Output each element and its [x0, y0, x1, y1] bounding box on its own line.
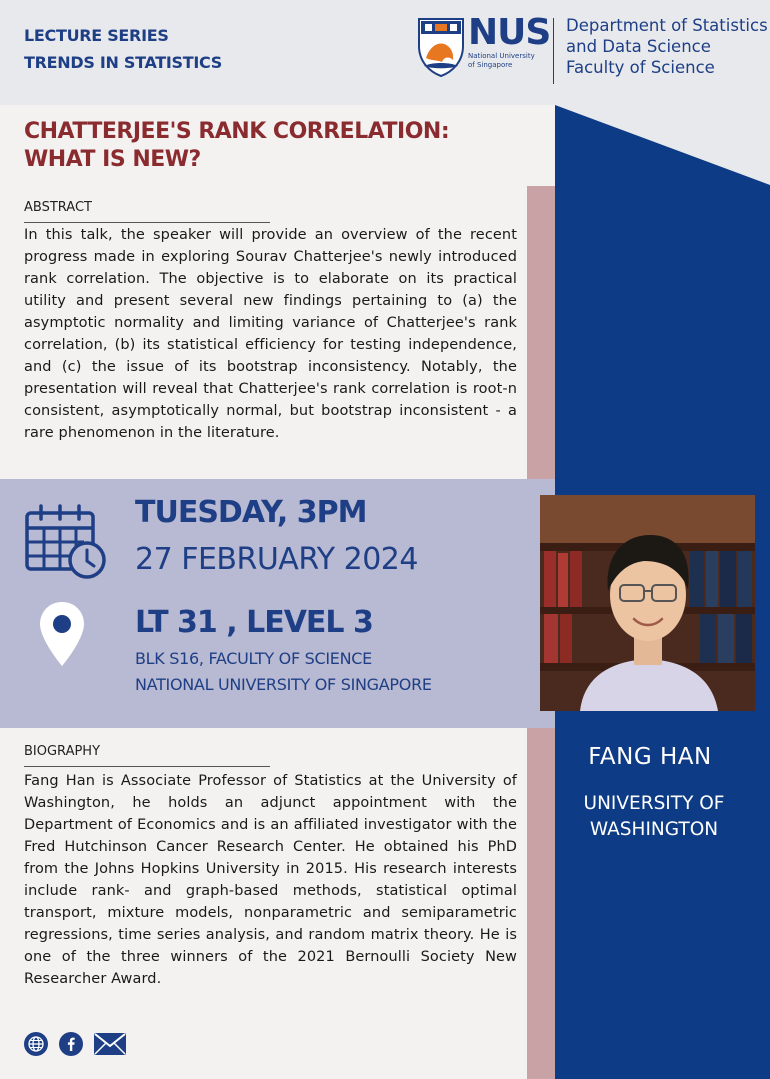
event-date: 27 FEBRUARY 2024: [135, 542, 418, 577]
biography-label: BIOGRAPHY: [24, 744, 101, 759]
abstract-rule: [24, 222, 270, 223]
event-day-time: TUESDAY, 3PM: [135, 495, 367, 530]
nus-subtitle-line-2: of Singapore: [468, 61, 513, 69]
institution-line-1: UNIVERSITY OF: [583, 793, 725, 814]
series-line-2: TRENDS IN STATISTICS: [24, 53, 223, 72]
institution-line-2: WASHINGTON: [589, 819, 719, 840]
talk-title-line-1: CHATTERJEE'S RANK CORRELATION:: [24, 119, 450, 144]
abstract-text: In this talk, the speaker will provide an overview of the recent progress made in exploring Sourav Chatterjee's newly introduced rank correlation. The objective is to elaborate on its practical utility and present several new findings pertaining to (a) the asymptotic normality and limiting variance of Chatterjee's rank correlation, (b) its statistical efficiency for testing independence, and (c) the issue of its bootstrap inconsistency. Notably, the presentation will reveal that Chatterjee's rank correlation is root-n consistent, asymptotically normal, but bootstrap inconsistent - a rare phenomenon in the literature.: [24, 227, 517, 441]
speaker-name: FANG HAN: [588, 744, 712, 770]
biography-text: Fang Han is Associate Professor of Statistics at the University of Washington, he holds an adjunct appointment with the Department of Economics and is an affiliated investigator with the Fred Hutchinson Cancer Research Center. He obtained his PhD from the Johns Hopkins University in 2015. His research interests include rank- and graph-based methods, statistical optimal transport, mixture models, nonparametric and semiparametric regressions, time series analysis, and random matrix theory. He is one of the three winners of the 2021 Bernoulli Society New Researcher Award.: [24, 773, 517, 987]
event-address-line-2: NATIONAL UNIVERSITY OF SINGAPORE: [135, 675, 432, 694]
location-pin-icon: [38, 600, 86, 668]
header-bar: [0, 0, 770, 105]
nus-subtitle-line-1: National University: [468, 52, 535, 60]
calendar-clock-icon: [24, 504, 108, 580]
event-address-line-1: BLK S16, FACULTY OF SCIENCE: [135, 649, 372, 668]
dept-line-3: Faculty of Science: [566, 58, 715, 77]
dept-line-2: and Data Science: [566, 37, 711, 56]
abstract-label: ABSTRACT: [24, 200, 92, 215]
event-room: LT 31 , LEVEL 3: [135, 605, 373, 640]
band-diagonal-cut: [555, 105, 770, 185]
nus-logo-text: NUS: [468, 12, 551, 53]
dept-line-1: Department of Statistics: [566, 16, 768, 35]
facebook-icon[interactable]: [59, 1032, 83, 1056]
talk-title-line-2: WHAT IS NEW?: [24, 147, 201, 172]
mail-icon[interactable]: [93, 1032, 127, 1058]
nus-crest-icon: [416, 16, 466, 78]
series-heading: [24, 22, 222, 76]
series-line-1: LECTURE SERIES: [24, 26, 169, 45]
department-name: [566, 15, 768, 78]
biography-rule: [24, 766, 270, 767]
talk-title: [24, 118, 449, 174]
globe-icon[interactable]: [24, 1032, 48, 1056]
nus-logo-subtitle: [468, 52, 535, 70]
speaker-photo: [540, 495, 755, 711]
header-divider: [553, 18, 554, 84]
speaker-institution: [555, 791, 753, 843]
